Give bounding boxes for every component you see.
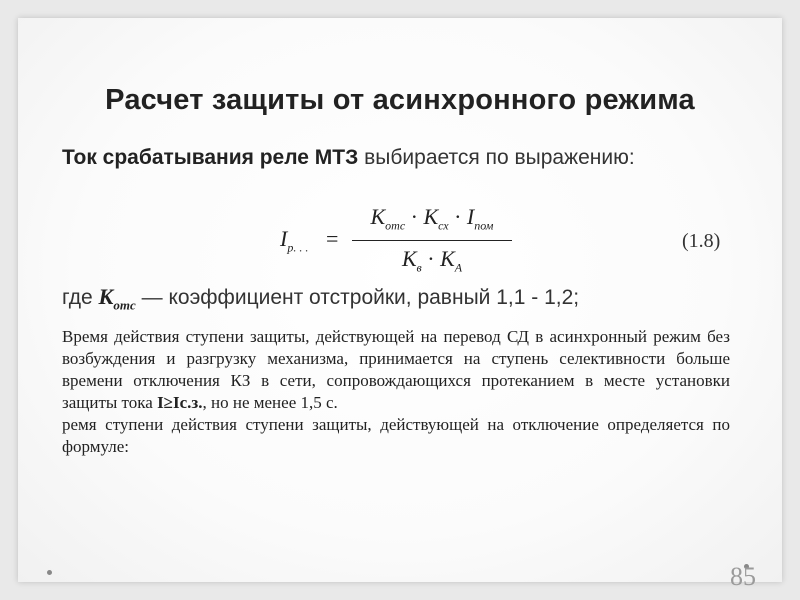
formula-fraction-bar xyxy=(352,240,512,241)
bullet-dot-icon xyxy=(47,570,52,575)
formula-numerator: $К_{отс} \cdot К_{сх} \cdot I_{пом}$ xyxy=(370,204,494,233)
paragraph-2: ремя ступени действия ступени защиты, действующей на отключение определяется по формуле: xyxy=(62,415,730,456)
equation-number: (1.8) xyxy=(682,230,721,252)
where-line: где $К_{отс}$ — коэффициент отстройки, равный 1,1 - 1,2; xyxy=(62,284,580,313)
intro-line xyxy=(62,146,635,170)
slide-title: Расчет защиты от асинхронного режима xyxy=(105,84,695,116)
current-condition: I≥Ic.з. xyxy=(157,393,203,412)
formula-denominator: $К_в \cdot К_А$ xyxy=(401,246,463,275)
formula-equals: = xyxy=(326,226,339,251)
body-text xyxy=(62,326,730,458)
intro-rest: выбирается по выражению: xyxy=(358,146,635,169)
where-symbol: $К_{отс}$ xyxy=(98,284,136,313)
formula-lhs: $I_{р. . .}$ xyxy=(280,226,309,255)
formula xyxy=(280,200,520,278)
page-number: 85 xyxy=(730,562,756,591)
intro-bold: Ток срабатывания реле МТЗ xyxy=(62,146,359,169)
paragraph-1: Время действия ступени защиты, действующей на перевод СД в асинхронный режим без возбуждения и разгрузку механизма, принимается на ступень селективности больше времени отключения КЗ в сети, сопровождающихся протеканием в месте установки защиты тока I≥Ic.з., но не менее 1,5 с. xyxy=(62,327,730,412)
